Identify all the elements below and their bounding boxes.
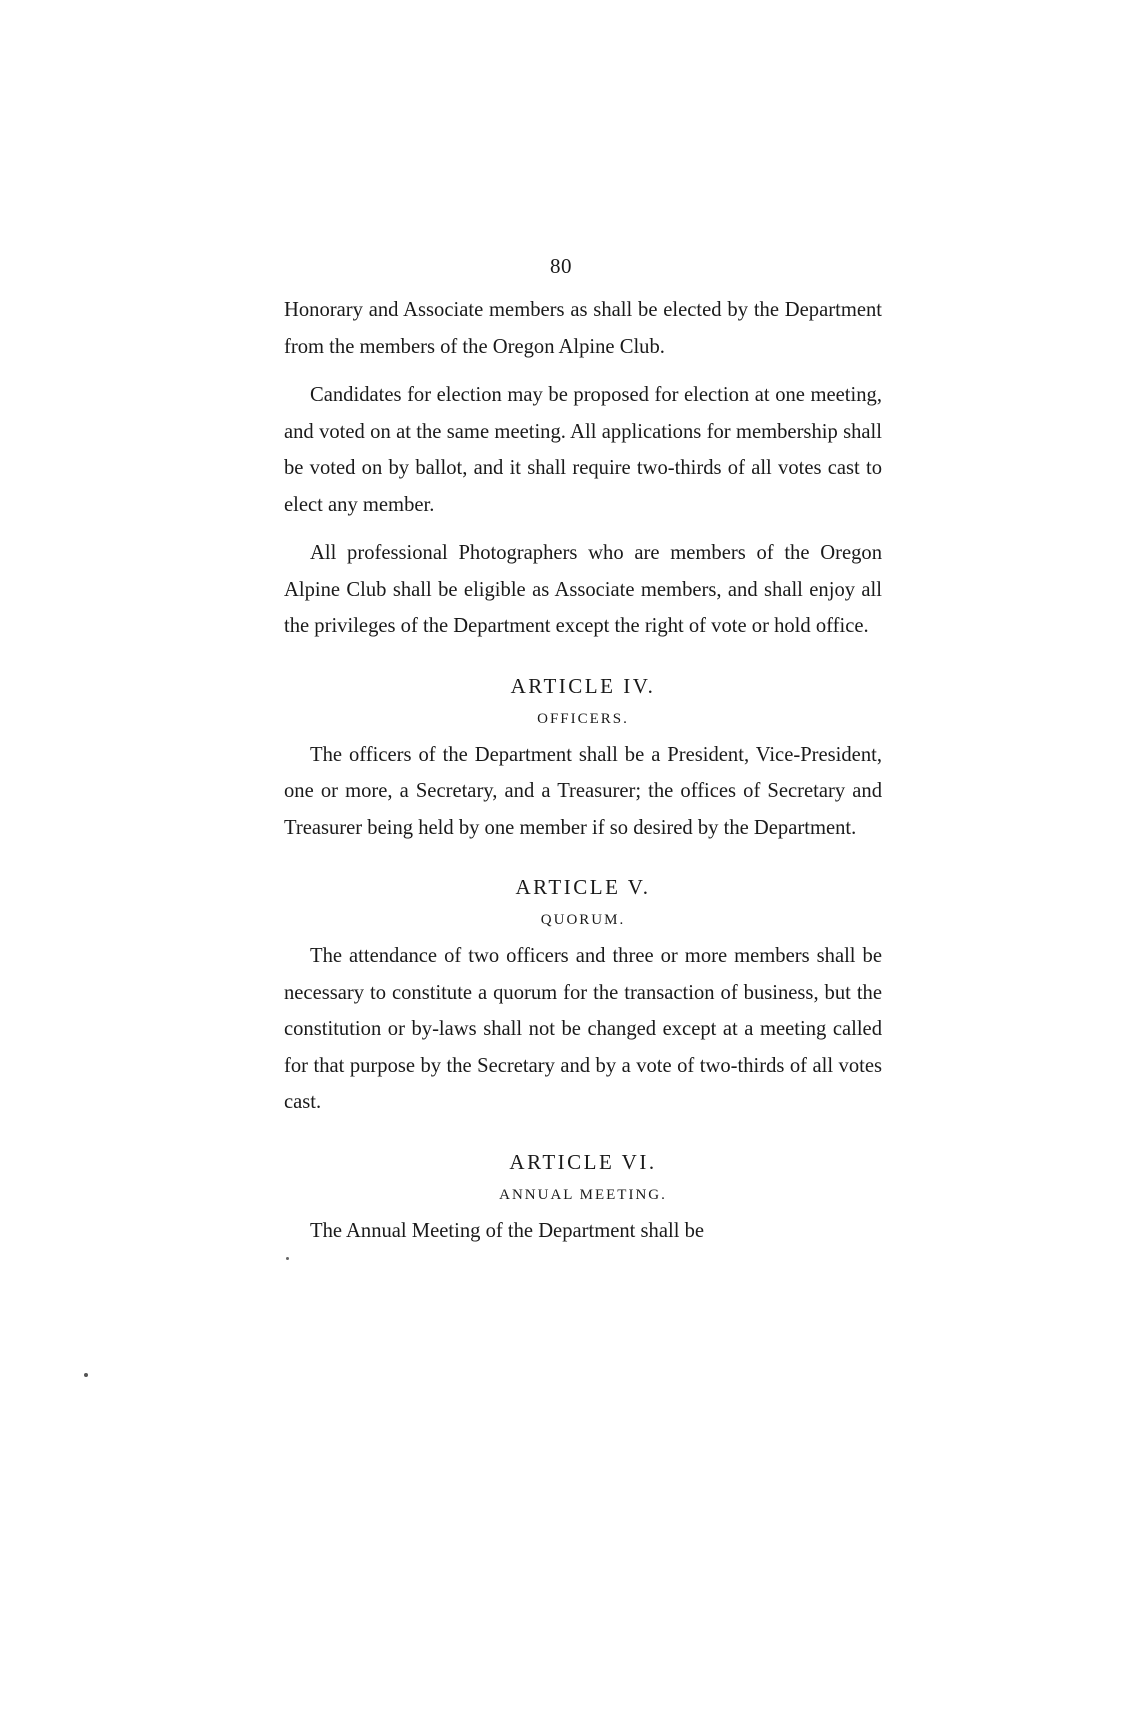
- paragraph-officers: The officers of the Department shall be a President, Vice-President, one or more, a Secretary, and a Treasurer; the offices of Secretary and Treasurer being held by one member if so desired by the Department.: [284, 743, 882, 839]
- page-number: 80: [550, 254, 572, 278]
- article-heading-iv: ARTICLE IV.: [510, 673, 656, 698]
- paragraph-honorary-members: Honorary and Associate members as shall be elected by the Department from the members of the Oregon Alpine Club.: [284, 299, 882, 358]
- paragraph-annual-meeting: The Annual Meeting of the Department shall be: [310, 1219, 705, 1242]
- article-subheading-annual-meeting: ANNUAL MEETING.: [499, 1186, 667, 1203]
- paragraph-quorum: The attendance of two officers and three or more members shall be necessary to constitute a quorum for the transaction of business, but the constitution or by-laws shall not be changed except at a meeting called for that purpose by the Secretary and by a vote of two-thirds of all votes cast.: [284, 945, 882, 1113]
- article-subheading-quorum: QUORUM.: [540, 912, 626, 928]
- document-body: [284, 292, 882, 1249]
- paragraph-professional-photographers: All professional Photographers who are members of the Oregon Alpine Club shall be eligible as Associate members, and shall enjoy all the privileges of the Department except the right of vote or hold office.: [284, 542, 882, 637]
- scan-speck: [286, 1257, 289, 1260]
- article-heading-v: ARTICLE V.: [515, 875, 651, 899]
- paragraph-candidates-election: Candidates for election may be proposed for election at one meeting, and voted on at the same meeting. All applications for membership shall be voted on by ballot, and it shall require two-thirds of all votes cast to elect any member.: [284, 384, 882, 516]
- article-heading-vi: ARTICLE VI.: [509, 1149, 657, 1174]
- scan-speck: [84, 1373, 88, 1377]
- article-subheading-officers: OFFICERS.: [537, 710, 629, 727]
